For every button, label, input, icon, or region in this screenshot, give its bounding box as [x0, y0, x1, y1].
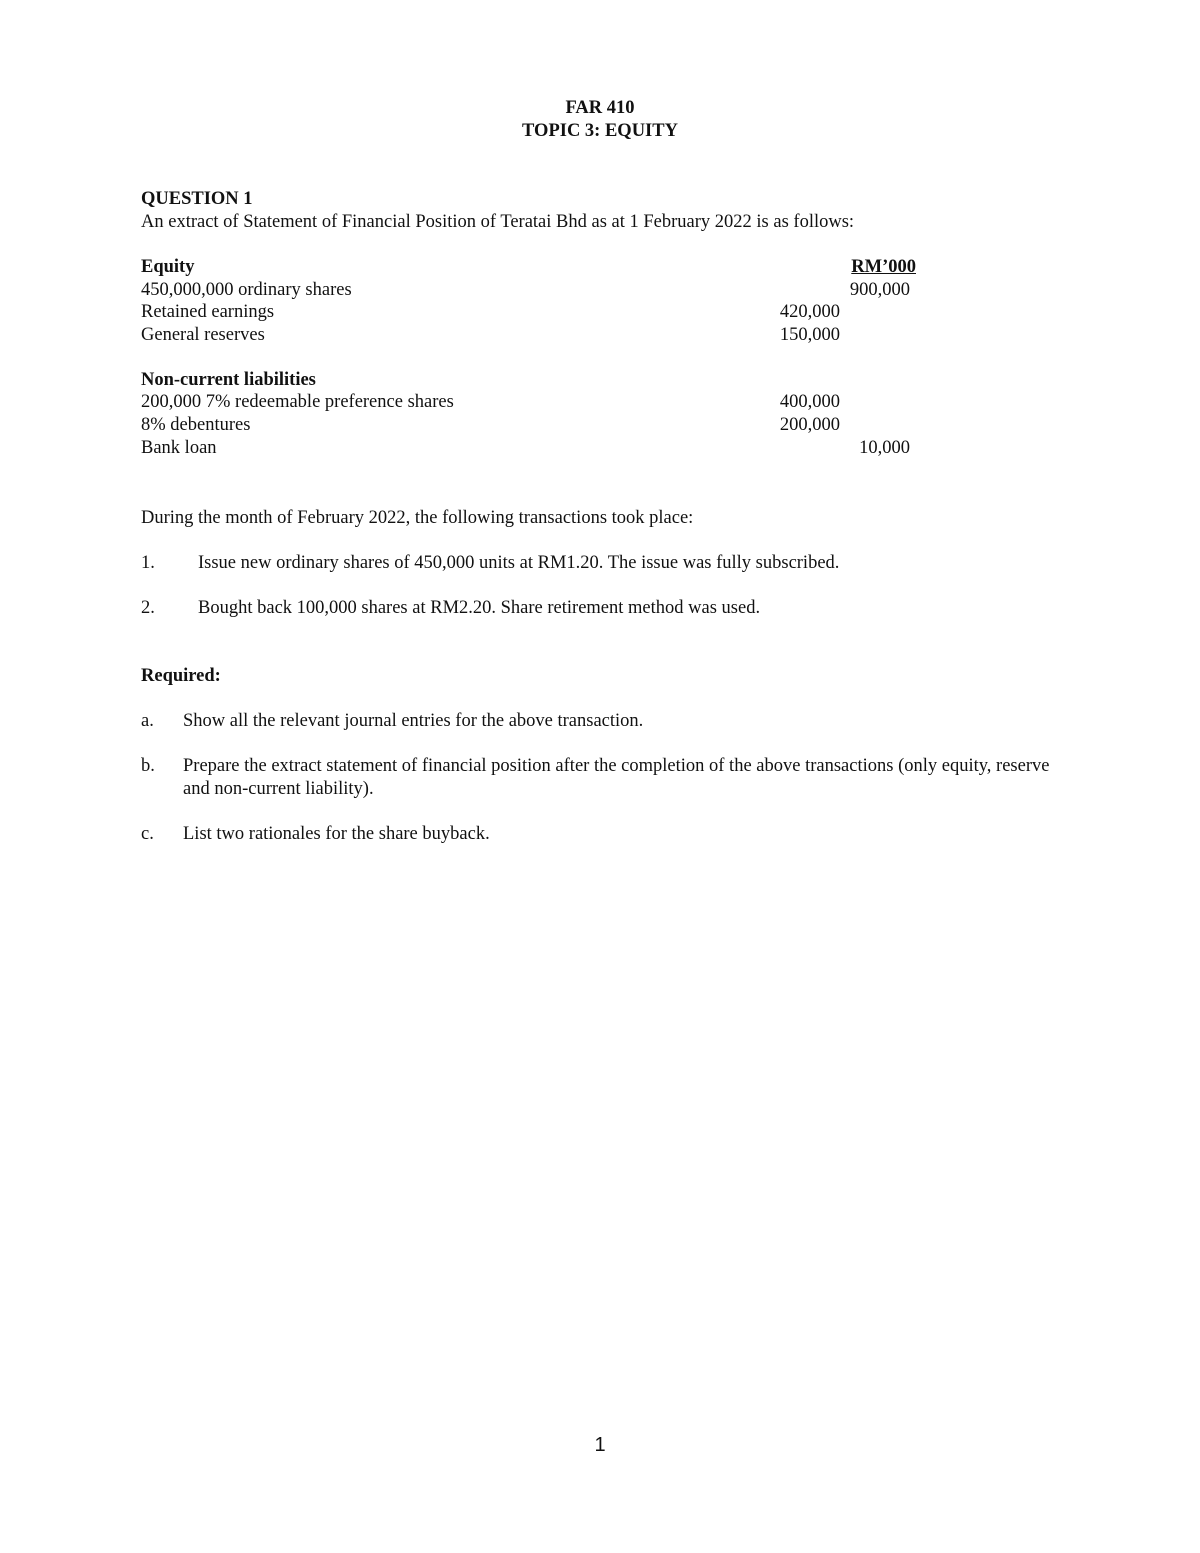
equity-heading: Equity: [141, 257, 195, 277]
required-heading: Required:: [141, 666, 221, 686]
liability-row-value: 400,000: [779, 392, 840, 412]
liability-row-value: 200,000: [779, 415, 840, 435]
equity-row-label: General reserves: [141, 325, 265, 345]
required-text: Prepare the extract statement of financial position after the completion of the above transactions (only equity, reserve and non-current liability).: [183, 756, 1050, 799]
transactions-intro: During the month of February 2022, the following transactions took place:: [141, 508, 694, 528]
page-number: 1: [594, 1434, 606, 1456]
question-intro: An extract of Statement of Financial Position of Teratai Bhd as at 1 February 2022 is as follows:: [141, 212, 855, 232]
equity-row-value: 150,000: [779, 325, 840, 345]
required-text: List two rationales for the share buyback.: [183, 824, 490, 844]
transaction-marker: 1.: [141, 553, 155, 573]
required-marker: b.: [141, 756, 155, 776]
equity-row-label: 450,000,000 ordinary shares: [141, 280, 352, 300]
required-marker: a.: [141, 711, 154, 731]
transaction-marker: 2.: [141, 598, 155, 618]
equity-row-value: 420,000: [779, 302, 840, 322]
liability-row-label: 200,000 7% redeemable preference shares: [141, 392, 454, 412]
transaction-text: Issue new ordinary shares of 450,000 units at RM1.20. The issue was fully subscribed.: [198, 553, 840, 573]
liabilities-heading: Non-current liabilities: [141, 370, 316, 390]
required-text: Show all the relevant journal entries for the above transaction.: [183, 711, 644, 731]
transaction-text: Bought back 100,000 shares at RM2.20. Share retirement method was used.: [198, 598, 761, 618]
unit-header: RM’000: [851, 257, 916, 277]
equity-row-label: Retained earnings: [141, 302, 275, 322]
liability-row-label: 8% debentures: [141, 415, 251, 435]
course-code: FAR 410: [565, 98, 635, 118]
equity-row-value: 900,000: [849, 280, 910, 300]
liability-row-value: 10,000: [859, 438, 910, 458]
topic-title: TOPIC 3: EQUITY: [522, 121, 678, 141]
required-marker: c.: [141, 824, 154, 844]
liability-row-label: Bank loan: [141, 438, 217, 458]
question-title: QUESTION 1: [141, 189, 253, 209]
